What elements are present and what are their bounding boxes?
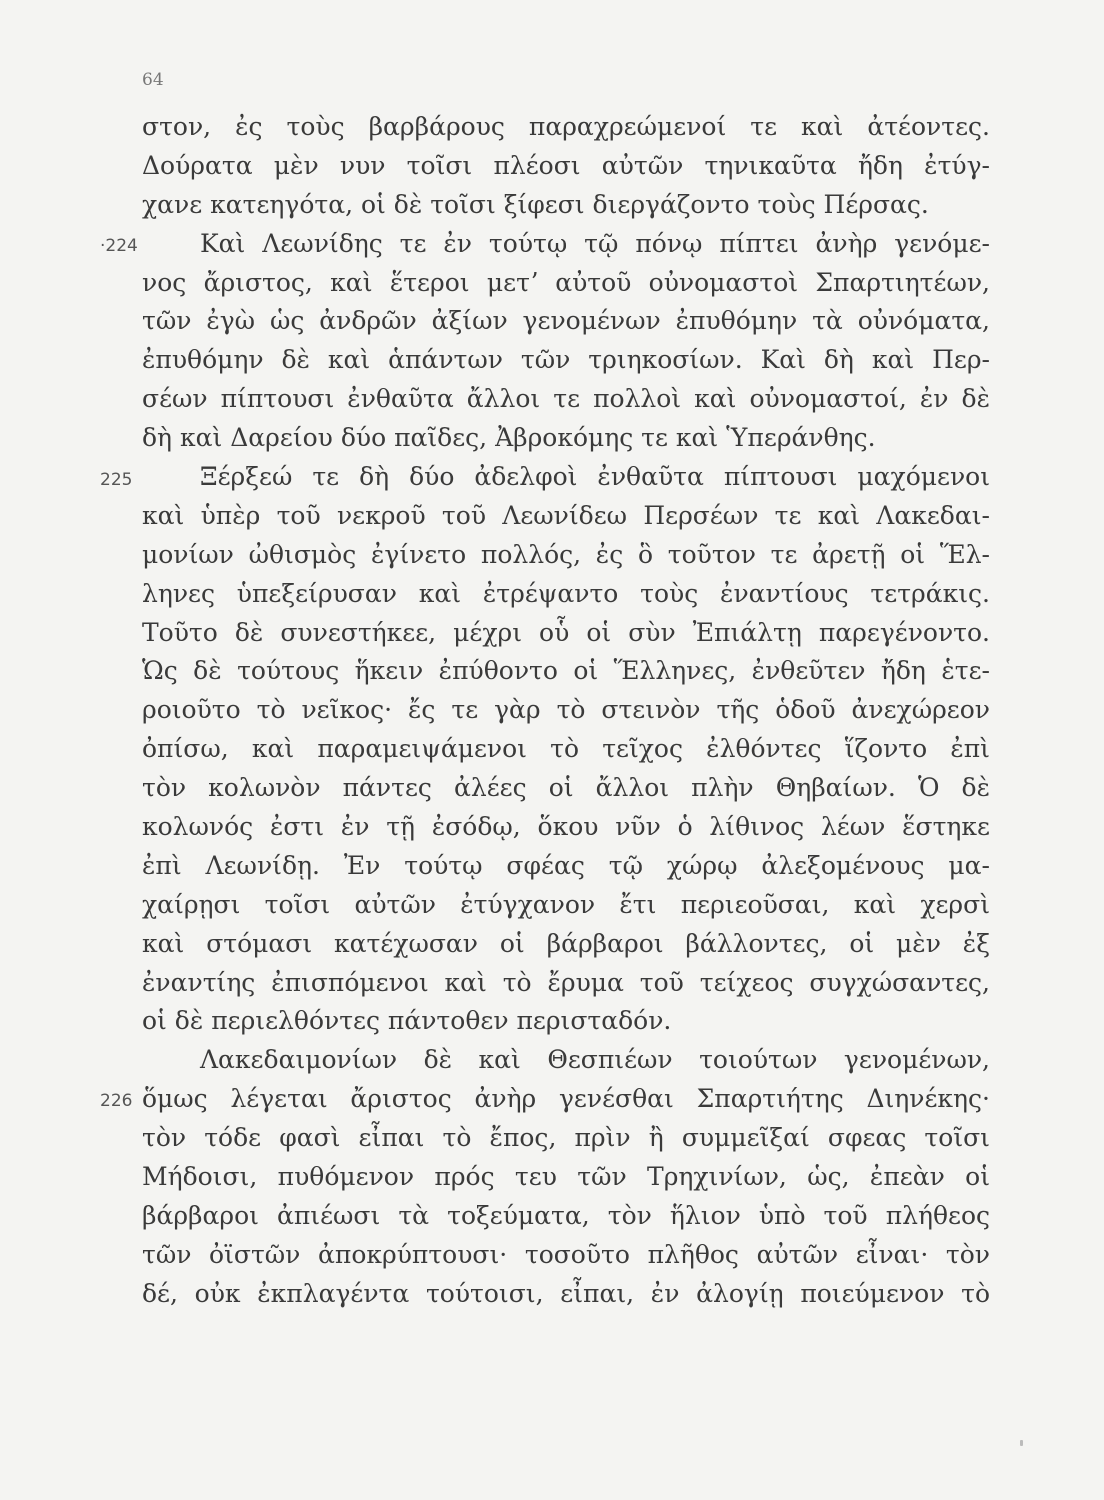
text-line: βάρβαροι ἀπιέωσι τὰ τοξεύματα, τὸν ἥλιον ὑπὸ τοῦ πλήθεος: [142, 1200, 990, 1230]
text-line: ἐναντίης ἐπισπόμενοι καὶ τὸ ἔρυμα τοῦ τείχεος συγχώσαντες,: [142, 967, 990, 997]
text-line: Ξέρξεώ τε δὴ δύο ἀδελφοὶ ἐνθαῦτα πίπτουσι μαχόμενοι: [200, 462, 990, 492]
text-line: ἐπὶ Λεωνίδῃ. Ἐν τούτῳ σφέας τῷ χώρῳ ἀλεξομένους μα-: [142, 850, 990, 880]
chapter-number: 226: [100, 1091, 133, 1111]
text-line: μονίων ὠθισμὸς ἐγίνετο πολλός, ἐς ὃ τοῦτον τε ἀρετῇ οἱ Ἕλ-: [142, 539, 990, 569]
text-line: Ὡς δὲ τούτους ἥκειν ἐπύθοντο οἱ Ἕλληνες, ἐνθεῦτεν ἤδη ἑτε-: [142, 656, 990, 686]
text-line: δέ, οὐκ ἐκπλαγέντα τούτοισι, εἶπαι, ἐν ἀλογίῃ ποιεύμενον τὸ: [142, 1278, 990, 1308]
text-line: χανε κατεηγότα, οἱ δὲ τοῖσι ξίφεσι διεργάζοντο τοὺς Πέρσας.: [142, 189, 929, 219]
text-line: Τοῦτο δὲ συνεστήκεε, μέχρι οὗ οἱ σὺν Ἐπιάλτῃ παρεγένοντο.: [142, 617, 990, 647]
text-line: κολωνός ἐστι ἐν τῇ ἐσόδῳ, ὅκου νῦν ὁ λίθινος λέων ἕστηκε: [142, 812, 990, 842]
text-line: στον, ἐς τοὺς βαρβάρους παραχρεώμενοί τε καὶ ἀτέοντες.: [142, 112, 990, 141]
text-line: νος ἄριστος, καὶ ἕτεροι μετʼ αὐτοῦ οὐνομαστοὶ Σπαρτιητέων,: [142, 267, 990, 297]
text-line: τῶν ἐγὼ ὡς ἀνδρῶν ἀξίων γενομένων ἐπυθόμην τὰ οὐνόματα,: [142, 306, 990, 336]
text-line: δὴ καὶ Δαρείου δύο παῖδες, Ἀβροκόμης τε καὶ Ὑπεράνθης.: [142, 423, 876, 453]
text-line: τὸν τόδε φασὶ εἶπαι τὸ ἔπος, πρὶν ἢ συμμεῖξαί σφεας τοῖσι: [142, 1123, 990, 1153]
chapter-number: ·224: [100, 236, 138, 256]
text-line: ληνες ὑπεξείρυσαν καὶ ἐτρέψαντο τοὺς ἐναντίους τετράκις.: [142, 578, 990, 608]
text-line: τὸν κολωνὸν πάντες ἀλέες οἱ ἄλλοι πλὴν Θηβαίων. Ὁ δὲ: [142, 773, 990, 803]
text-line: ροιοῦτο τὸ νεῖκος· ἔς τε γὰρ τὸ στεινὸν τῆς ὁδοῦ ἀνεχώρεον: [142, 695, 990, 725]
text-line: ἐπυθόμην δὲ καὶ ἁπάντων τῶν τριηκοσίων. Καὶ δὴ καὶ Περ-: [142, 345, 990, 375]
text-line: Μήδοισι, πυθόμενον πρός τευ τῶν Τρηχινίων, ὡς, ἐπεὰν οἱ: [142, 1162, 990, 1192]
page-number: 64: [142, 70, 164, 90]
text-line: Λακεδαιμονίων δὲ καὶ Θεσπιέων τοιούτων γενομένων,: [200, 1045, 990, 1075]
chapter-number: 225: [100, 470, 133, 490]
scan-speck: [1020, 1440, 1023, 1446]
text-line: οἱ δὲ περιελθόντες πάντοθεν περισταδόν.: [142, 1006, 672, 1036]
text-line: καὶ στόμασι κατέχωσαν οἱ βάρβαροι βάλλοντες, οἱ μὲν ἐξ: [142, 928, 990, 958]
text-line: τῶν ὀϊστῶν ἀποκρύπτουσι· τοσοῦτο πλῆθος αὐτῶν εἶναι· τὸν: [142, 1239, 990, 1269]
text-line: χαίρῃσι τοῖσι αὐτῶν ἐτύγχανον ἔτι περιεοῦσαι, καὶ χερσὶ: [142, 889, 990, 919]
text-line: ὀπίσω, καὶ παραμειψάμενοι τὸ τεῖχος ἐλθόντες ἵζοντο ἐπὶ: [142, 734, 990, 764]
text-line: ὅμως λέγεται ἄριστος ἀνὴρ γενέσθαι Σπαρτιήτης Διηνέκης·: [142, 1084, 990, 1114]
text-line: Καὶ Λεωνίδης τε ἐν τούτῳ τῷ πόνῳ πίπτει ἀνὴρ γενόμε-: [200, 228, 990, 258]
text-block: [0, 108, 1104, 1314]
text-line: Δούρατα μὲν νυν τοῖσι πλέοσι αὐτῶν τηνικαῦτα ἤδη ἐτύγ-: [142, 150, 990, 180]
text-line: καὶ ὑπὲρ τοῦ νεκροῦ τοῦ Λεωνίδεω Περσέων τε καὶ Λακεδαι-: [142, 500, 990, 530]
text-line: σέων πίπτουσι ἐνθαῦτα ἄλλοι τε πολλοὶ καὶ οὐνομαστοί, ἐν δὲ: [142, 384, 990, 414]
